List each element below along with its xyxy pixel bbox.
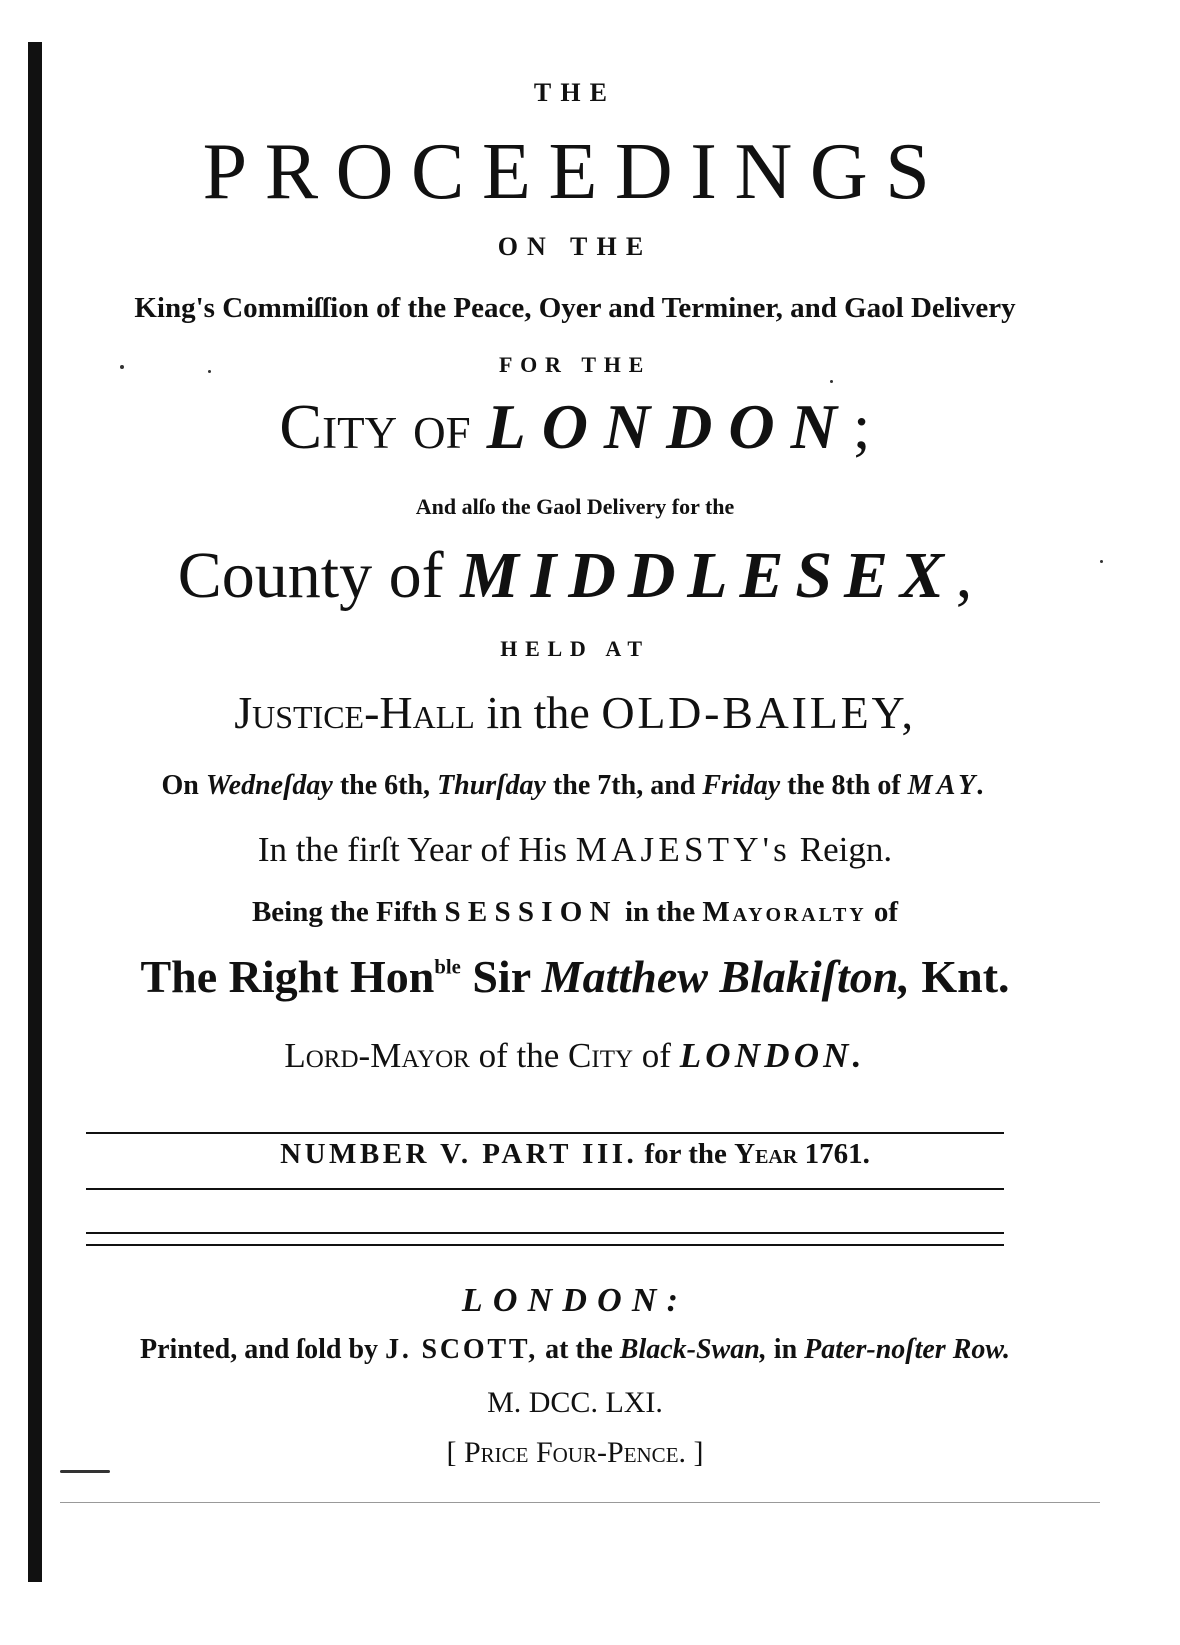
imprint-price: [ Price Four-Pence. ] — [446, 1436, 704, 1469]
scan-speck — [208, 370, 211, 373]
may-text: MAY. — [907, 770, 989, 801]
in-the-text: in the — [486, 687, 590, 738]
majesty-text: MAJESTY's — [575, 830, 791, 869]
session-line — [60, 896, 1090, 929]
at-the-text: at the — [545, 1334, 613, 1365]
number-text: NUMBER V. PART III. — [280, 1138, 638, 1170]
heading-the: THE — [533, 78, 617, 107]
scott-text: J. SCOTT, — [385, 1334, 539, 1365]
justice-hall-text: Justice-Hall — [234, 687, 475, 738]
middlesex-text: MIDDLESEX — [460, 539, 956, 612]
rule-middle — [86, 1188, 1004, 1190]
lord-mayor-text: Lord-Mayor — [284, 1036, 470, 1075]
wednesday-text: Wedneſday — [205, 770, 333, 801]
heading-for-the: FOR THE — [499, 352, 651, 377]
reign-pre: In the firſt Year of His — [257, 830, 567, 869]
scan-speck — [1100, 560, 1103, 563]
dates-6th: the 6th, — [339, 770, 431, 801]
for-the-text: for the — [644, 1138, 727, 1170]
rule-double-2 — [86, 1244, 1004, 1246]
of-text: of — [641, 1036, 671, 1075]
county-line — [60, 540, 1090, 613]
county-of-text: County of — [177, 539, 444, 612]
imprint-london: LONDON: — [461, 1282, 689, 1319]
reign-line — [60, 830, 1090, 870]
london-text: LONDON — [486, 391, 853, 462]
printed-text: Printed, and ſold by — [140, 1334, 379, 1365]
mayoralty-text: Mayoralty — [702, 896, 867, 928]
thursday-text: Thurſday — [437, 770, 546, 801]
binding-edge — [28, 42, 42, 1582]
imprint-year: M. DCC. LXI. — [487, 1386, 663, 1419]
heading-on-the: ON THE — [497, 232, 653, 261]
of-the-text: of the — [478, 1036, 560, 1075]
reign-post: Reign. — [799, 830, 893, 869]
dates-on: On — [161, 770, 199, 801]
dates-8th: the 8th of — [787, 770, 901, 801]
dates-line — [60, 770, 1090, 802]
session-pre: Being the Fifth — [251, 896, 438, 928]
scan-speck — [830, 380, 833, 383]
session-mid: in the — [625, 896, 696, 928]
heading-proceedings: PROCEEDINGS — [202, 128, 948, 216]
in-text: in — [773, 1334, 798, 1365]
session-text: SESSION — [444, 896, 618, 928]
gaol-delivery-line: And alſo the Gaol Delivery for the — [415, 494, 735, 519]
imprint-printed-line — [60, 1334, 1090, 1366]
rule-top — [86, 1132, 1004, 1134]
rule-double-1 — [86, 1232, 1004, 1234]
old-bailey-text: OLD-BAILEY, — [601, 687, 916, 738]
black-swan-text: Black-Swan, — [619, 1334, 767, 1365]
justice-hall-line — [60, 686, 1090, 739]
sir-text: Sir — [472, 951, 531, 1002]
year-word-text: Year — [734, 1138, 798, 1170]
knt-text: Knt. — [921, 951, 1010, 1002]
heading-held-at: HELD AT — [500, 636, 650, 661]
city-of-london-line — [60, 392, 1090, 462]
city-punct: ; — [852, 391, 871, 462]
scan-speck — [120, 365, 124, 369]
commission-line: King's Commiſſion of the Peace, Oyer and Terminer, and Gaol Delivery — [134, 292, 1016, 324]
scan-mark — [60, 1470, 110, 1473]
scan-edge-line — [60, 1502, 1100, 1503]
right-hon-text: The Right Hon — [140, 951, 435, 1002]
pater-noster-text: Pater-noſter Row. — [804, 1334, 1010, 1365]
friday-text: Friday — [702, 770, 781, 801]
session-post: of — [873, 896, 899, 928]
city-text: City — [568, 1036, 634, 1075]
dates-7th: the 7th, and — [552, 770, 696, 801]
city-of-text: City of — [279, 391, 471, 462]
blakiston-text: Matthew Blakiſton, — [541, 951, 910, 1002]
lord-mayor-line — [60, 1036, 1090, 1076]
county-punct: , — [955, 539, 973, 612]
london-lm-text: LONDON. — [679, 1036, 866, 1075]
right-hon-line — [60, 950, 1090, 1003]
year-value-text: 1761. — [804, 1138, 870, 1170]
number-line — [60, 1138, 1090, 1171]
right-hon-sup: ble — [434, 956, 461, 979]
